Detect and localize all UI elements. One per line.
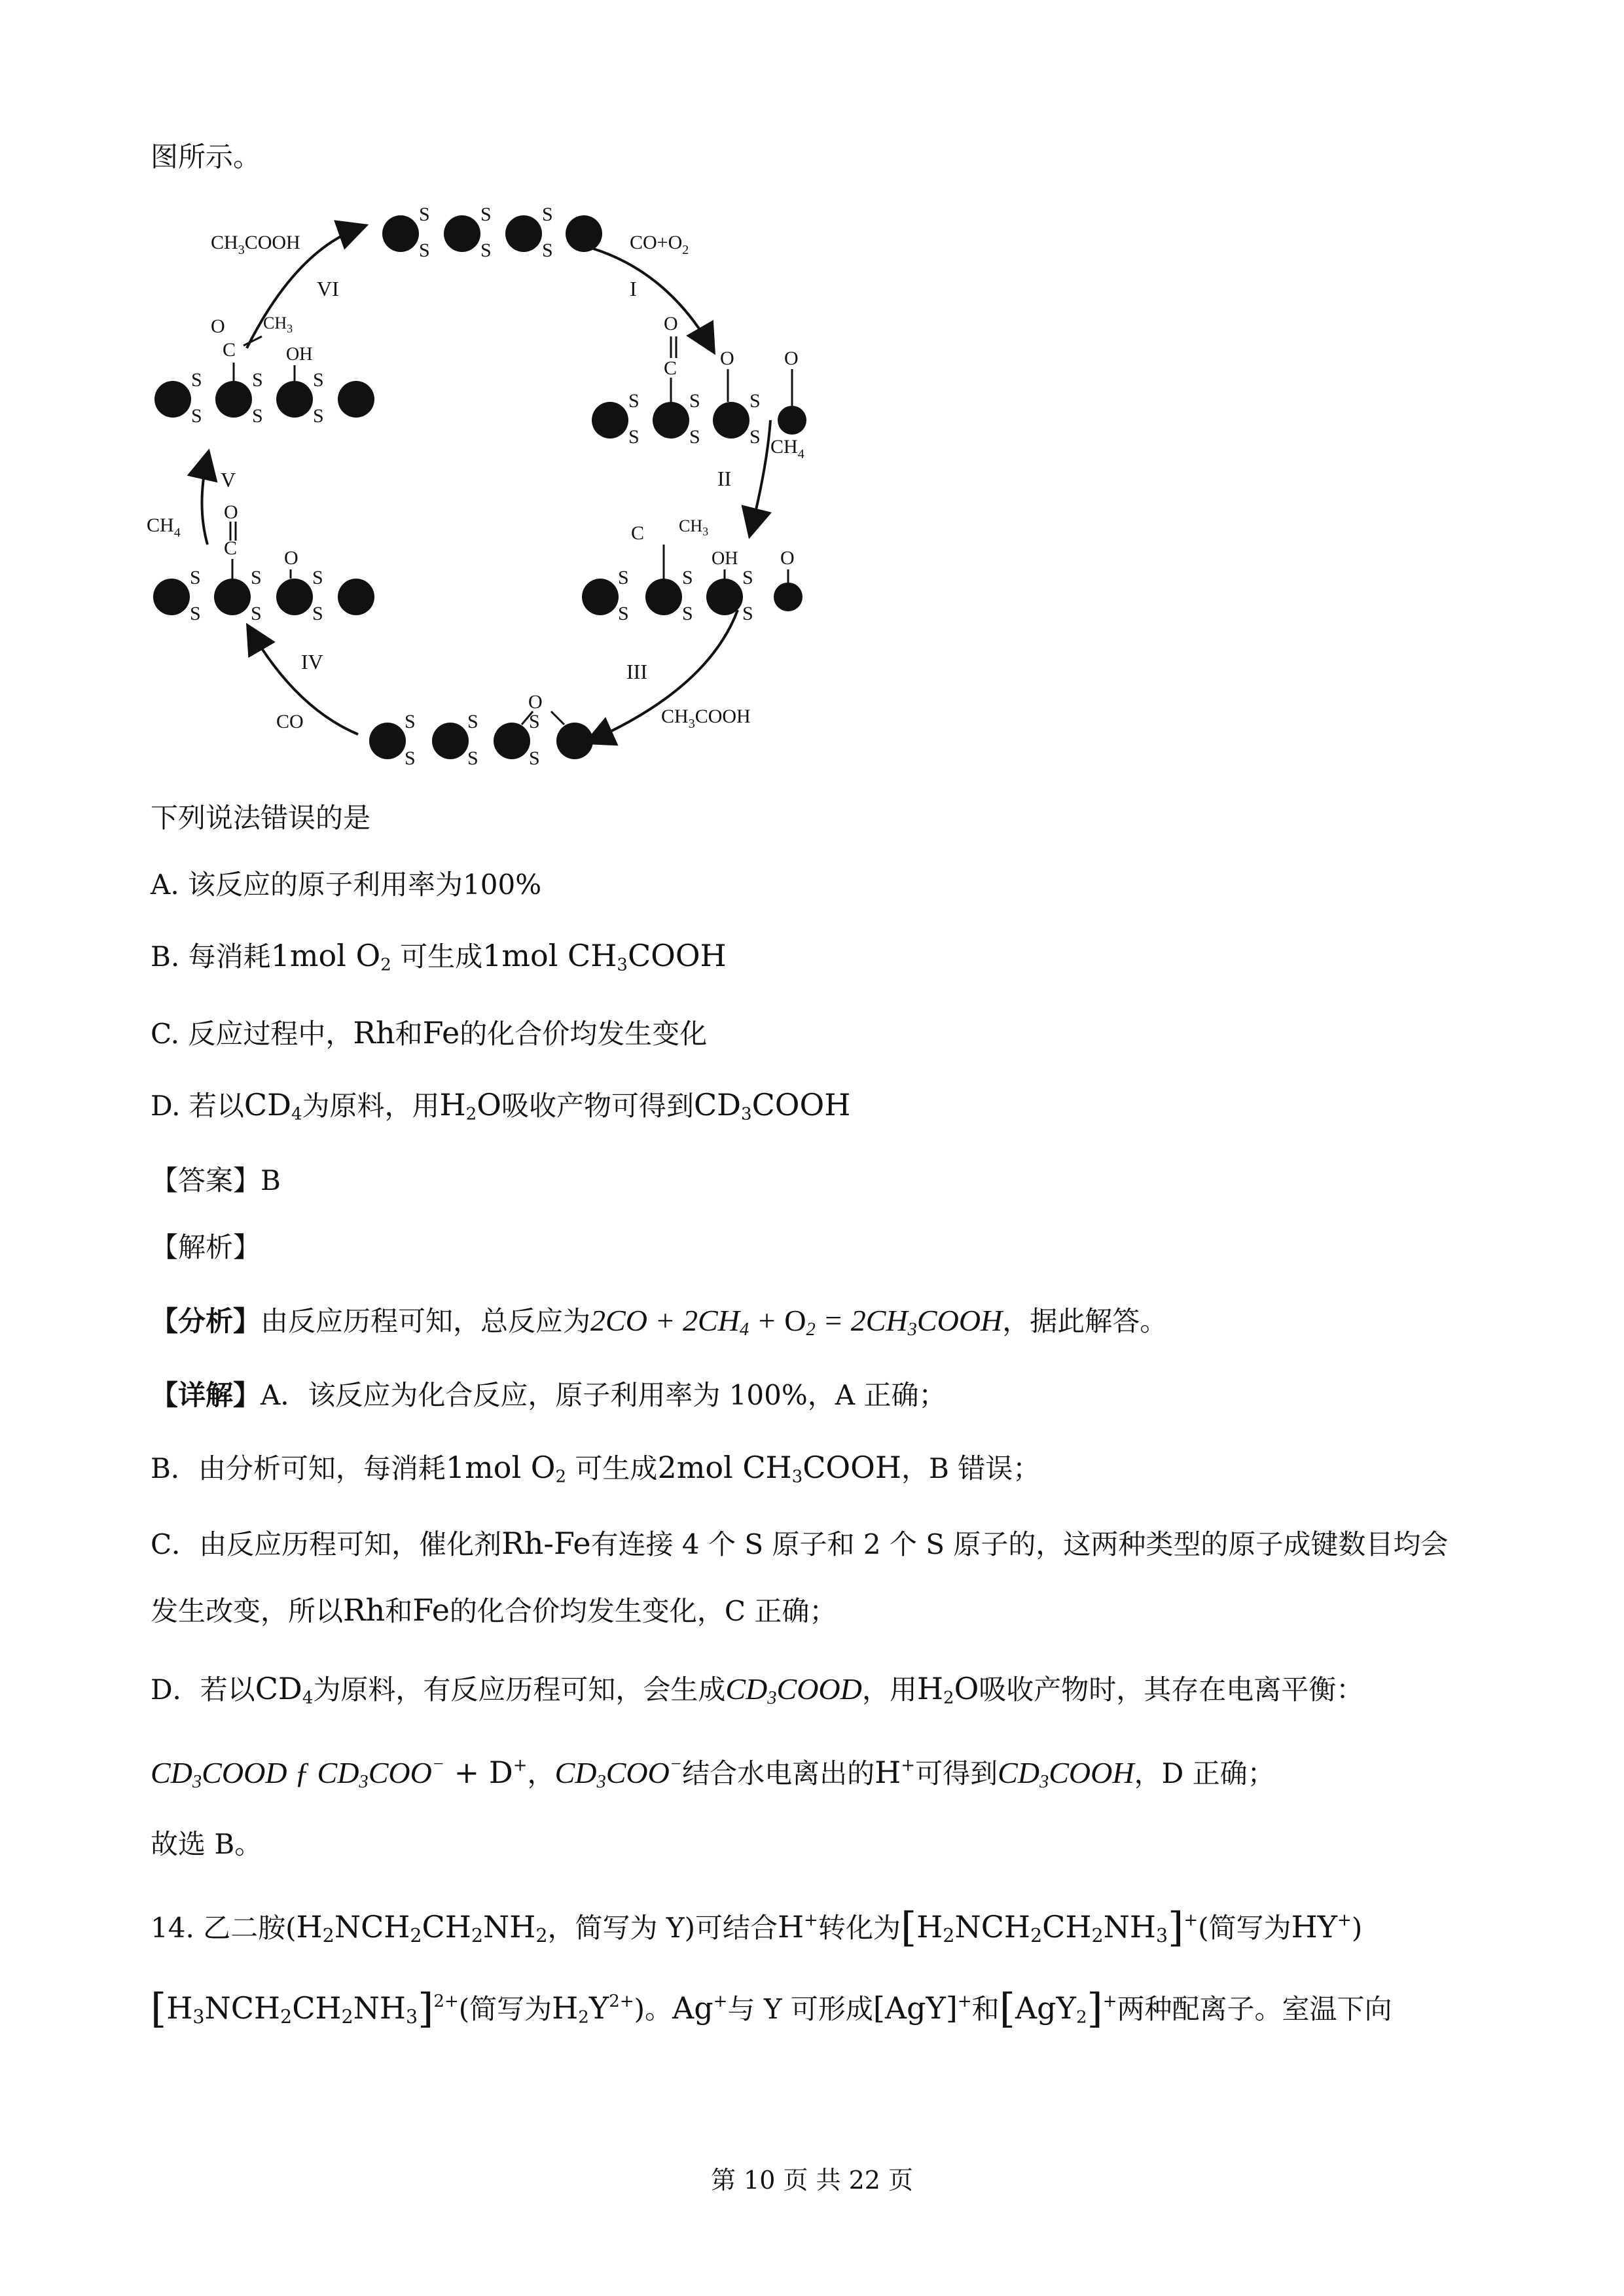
svg-text:O: O [720,348,734,369]
svg-text:S: S [618,567,629,588]
svg-text:O: O [528,691,543,713]
detail-c-line2: 发生改变，所以Rh和Fe的化合价均发生变化，C 正确； [151,1592,837,1628]
answer-line: 【答案】B [151,1164,281,1196]
svg-text:S: S [252,369,263,391]
svg-text:S: S [742,567,753,588]
svg-text:C: C [224,537,238,559]
detail-d-line1: D．若以$CD_4$为原料，有反应历程可知，会生成$CD_3COOD$，用$H_2O$吸收产物时，其存在电离平衡： [151,1671,1364,1709]
svg-text:S: S [628,390,640,412]
question-14-line2: $[H_3NCH_2CH_2NH_3]^{2+}$(简写为$H_2Y^{2+}$)。Ag+与 Y 可形成[AgY]+和[AgY$_2$]+两种配离子。室温下向 [151,1984,1392,2033]
svg-text:S: S [251,567,262,588]
svg-text:O: O [211,315,225,337]
svg-text:O: O [780,547,795,569]
option-a: A. 该反应的原子利用率为100% [151,869,542,901]
svg-text:S: S [251,603,262,624]
option-b: B. 每消耗1mol $O_2$ 可生成1mol $CH_3COOH$ [151,938,727,975]
svg-text:O: O [284,547,298,569]
arrow-step-V [202,456,208,545]
reagent-ch3cooh-top: $CH_3COOH$ [211,232,300,257]
svg-text:C: C [223,339,236,361]
option-d: D. 若以$CD_4$为原料，用$H_2O$吸收产物可得到$CD_3COOH$ [151,1087,851,1124]
svg-text:C: C [631,522,645,544]
svg-text:S: S [749,390,761,412]
svg-text:S: S [742,603,753,624]
svg-text:S: S [682,603,693,624]
svg-text:S: S [480,204,492,225]
question-stem: 下列说法错误的是 [151,802,371,834]
svg-text:S: S [313,405,324,427]
svg-text:S: S [191,369,202,391]
detail-d-line2: $CD_3COOD$ ƒ $CD_3COO^- + D^+$，$CD_3COO^-$结合水电离出的H+可得到$CD_3COOH$，D 正确； [151,1754,1275,1793]
chain-bottom [369,723,593,759]
detail-b: B．由分析可知，每消耗1mol $O_2$ 可生成2mol $CH_3COOH$，B 错误； [151,1450,1041,1487]
step-label-VI: VI [317,277,339,300]
arrow-step-IV [250,630,358,734]
step-label-IV: IV [301,650,323,673]
svg-text:S: S [405,711,416,732]
svg-text:S: S [628,426,640,448]
svg-text:O: O [664,313,678,334]
svg-text:S: S [689,426,700,448]
reagent-co: CO [276,711,304,732]
ch3-group-right-lower: $CH_3$ [679,516,709,538]
svg-text:S: S [480,240,492,261]
reagent-ch3cooh-bottom: $CH_3COOH$ [661,706,751,731]
reagent-labels [147,232,804,732]
step-label-V: V [221,468,236,492]
svg-text:S: S [312,603,323,624]
svg-text:S: S [190,567,201,588]
chain-left-upper [154,381,374,418]
reagent-co-o2: $CO+O_2$ [630,232,689,257]
step-label-III: III [626,660,647,683]
svg-text:S: S [542,204,553,225]
page-footer: 第 10 页 共 22 页 [710,2166,914,2195]
svg-text:S: S [191,405,202,427]
detail-c-line1: C．由反应历程可知，催化剂Rh-Fe有连接 4 个 S 原子和 2 个 S 原子的，这两种类型的原子成键数目均会 [151,1526,1449,1561]
svg-text:S: S [682,567,693,588]
svg-text:S: S [689,390,700,412]
svg-text:S: S [467,747,478,769]
catalytic-cycle-diagram [145,191,813,780]
conclusion: 故选 B。 [151,1828,262,1860]
cycle-arrows [202,227,771,741]
svg-text:OH: OH [286,344,313,365]
arrow-step-I [574,243,712,348]
chain-top [382,215,602,252]
svg-text:S: S [313,369,324,391]
intro-text: 图所示。 [151,141,261,173]
svg-text:O: O [784,348,799,369]
reagent-ch4-left: $CH_4$ [147,514,181,540]
ch3-group-left-upper: $CH_3$ [263,314,293,335]
svg-text:S: S [252,405,263,427]
svg-text:S: S [312,567,323,588]
reagent-ch4-right: $CH_4$ [770,436,804,461]
analysis-fenxi: 【分析】由反应历程可知，总反应为$2CO + 2CH_4 + O_2$ = $2CH_3COOH$，据此解答。 [151,1304,1168,1340]
svg-text:S: S [529,711,540,732]
svg-text:S: S [618,603,629,624]
step-label-II: II [717,467,732,490]
chain-left-lower [153,579,374,615]
s-label: S [419,204,430,225]
option-c: C. 反应过程中，Rh和Fe的化合价均发生变化 [151,1015,708,1050]
svg-text:S: S [529,747,540,769]
question-14-line1: 14. 乙二胺($H_2NCH_2CH_2NH_2$，简写为 Y)可结合H+转化为$[H_2NCH_2CH_2NH_3]^+$(简写为HY+) [151,1903,1363,1952]
svg-text:S: S [467,711,478,732]
svg-text:O: O [224,501,238,523]
step-label-I: I [630,277,637,300]
svg-text:S: S [542,240,553,261]
svg-text:S: S [405,747,416,769]
analysis-title: 【解析】 [151,1231,261,1263]
svg-text:S: S [190,603,201,624]
svg-text:C: C [664,357,677,379]
detail-a: 【详解】A．该反应为化合反应，原子利用率为 100%，A 正确； [151,1379,947,1411]
svg-text:S: S [419,240,430,261]
svg-text:S: S [749,426,761,448]
svg-text:OH: OH [712,548,738,569]
step-labels [221,277,731,683]
